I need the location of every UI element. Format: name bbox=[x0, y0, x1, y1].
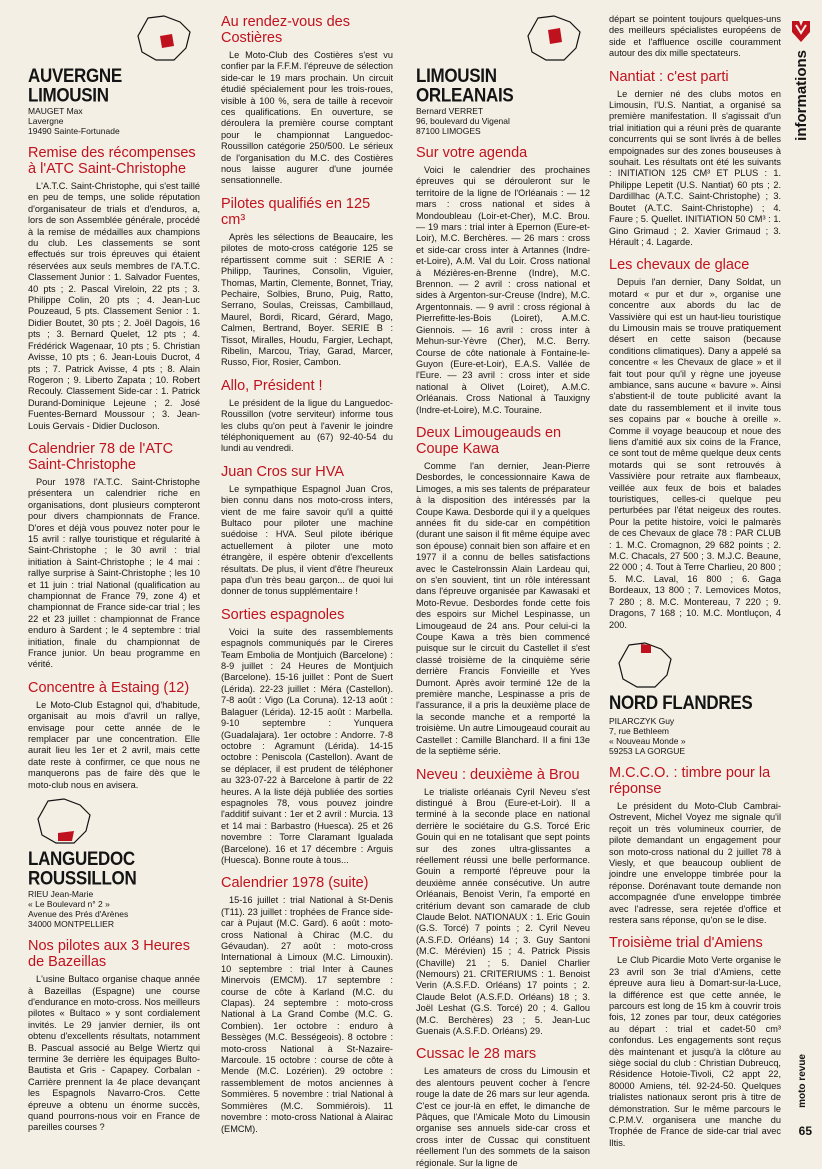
contact-line: 87100 LIMOGES bbox=[416, 126, 481, 136]
france-map-icon bbox=[128, 14, 200, 64]
region-title: LIMOUSIN ORLEANAIS bbox=[416, 64, 514, 107]
contact-line: 7, rue Bethleem bbox=[609, 725, 670, 736]
article-title: Concentre à Estaing (12) bbox=[28, 679, 190, 696]
article-title: Remise des récompenses à l'ATC Saint-Christophe bbox=[28, 145, 196, 177]
region-header-limousin-orleanais bbox=[416, 14, 590, 136]
article-body: Le trialiste orléanais Cyril Neveu s'est distingué à Brou (Eure-et-Loir). Il a terminé à la seconde place en national derrière le sociétaire du G.S. Torcé Eric Gouin qui en ne totalisant que sept points sur des zones ultra-glissantes a réellement réussi une belle performance. Gouin a remporté l'épreuve pour la deuxième année consécutive. Un autre Orléanais, Benoist Verin, l'a emporté en critérium devant son camarade de club Claude Belot. NATIONAUX : 1. Eric Gouin (G.S. Torcé) 7 points ; 2. Cyril Neveu (A.S.F.D. Orléans) 14 ; 3. Guy Santoni (M.C. Mérévien) 15 ; 4. Patrick Pissis (Chaville) 21 ; 5. Daniel Charlier (Nemours) 21. CRITERIUMS : 1. Benoist Verin (A.S.F.D. Orléans) 17 points ; 2. Claude Belot (A.S.F.D. Orléans) 18 ; 3. Joël Leshat (G.S. Torcé) 20 ; 4. Gallou (M.C. Berchères) 23 ; 5. Jean-Luc Guenais (A.S.F.D. Orléans) 29. bbox=[416, 786, 590, 1037]
column-4 bbox=[609, 14, 781, 1148]
section-sidebar bbox=[786, 18, 816, 198]
article-body: Le Moto-Club Estagnol qui, d'habitude, organisait au mois d'avril un rallye, envisage pour cette année de le remplacer par une concentration. Elle aurait lieu les 1er et 2 avril, mais cette date reste à confirmer, ce que nous ne manquerons pas de faire dès que le moto-club nous en avisera. bbox=[28, 699, 200, 790]
contact-line: RIEU Jean-Marie bbox=[28, 889, 94, 900]
contact-line: Avenue des Prés d'Arènes bbox=[28, 909, 129, 920]
region-title: AUVERGNE LIMOUSIN bbox=[28, 64, 122, 107]
france-map-icon bbox=[609, 641, 681, 691]
article-title: Juan Cros sur HVA bbox=[221, 463, 345, 480]
page-number: 65 bbox=[798, 1124, 812, 1138]
contact-line: 34000 MONTPELLIER bbox=[28, 919, 114, 930]
column-1 bbox=[28, 14, 200, 1140]
article-body: Le Moto-Club des Costières s'est vu confier par la F.F.M. l'épreuve de sélection side-car le 19 mars prochain. Un circuit étudié spécialement pour les trois-roues, visible à 100 %, sera de taille à recevoir ces qualifications. En ouverture, se déroulera la première course comptant pour le championnat Languedoc-Roussillon catégorie 250/500. Le sérieux de l'organisation du M.C. des Costières nous laisse augurer d'une journée sensationnelle. bbox=[221, 50, 393, 186]
article-body: Après les sélections de Beaucaire, les pilotes de moto-cross catégorie 125 se répartissent comme suit : SERIE A : Philipp, Taurines, Consolin, Viguier, Thomas, Martin, Clemente, Bonnet, Triay, Pechaire, Solbies, Bruno, Puig, Ratto, Serrano, Soulas, Creissas, Cambillaud, Maurel, Bordi, Ricard, Gérard, Mago, Calmen, Bertrand, Boyer. SERIE B : Tissot, Miralles, Houdu, Fargier, Lechapt, Ribelin, Marcou, Triay, Garad, Marcer, Russo, Fior, Rosier, Cambon. bbox=[221, 231, 393, 368]
article-title: Sorties espagnoles bbox=[221, 606, 345, 623]
france-map-icon bbox=[28, 797, 100, 847]
article-body-continued: départ se pointent toujours quelques-uns des meilleurs spécialistes européens de side et l'affluence oscille couramment autour des dix mille spectateurs. bbox=[609, 14, 781, 59]
column-3 bbox=[416, 14, 590, 1168]
article-title: M.C.C.O. : timbre pour la réponse bbox=[609, 764, 771, 797]
article-title: Au rendez-vous des Costières bbox=[221, 14, 350, 46]
article-title: Neveu : deuxième à Brou bbox=[416, 766, 580, 783]
magazine-logo-icon bbox=[789, 18, 813, 44]
region-title: LANGUEDOC ROUSSILLON bbox=[28, 847, 137, 890]
article-body: Le Club Picardie Moto Verte organise le 23 avril son 3e trial d'Amiens, cette épreuve aura lieu à Domart-sur-la-Luce, la différence est que cette année, le parcours est long de 15 km à couvrir trois fois, 12 zones par tour, deux catégories au départ : trial et cadet-50 cm³ confondus. Les engagements sont reçus dès maintenant et jusqu'à la clôture au siège social du club : Christian Dubreucq, Résidence Hotoie-Tivoli, C2 appt 22, 80000 Amiens, tél. 92-24-50. Quelques trialistes nationaux seront pris à titre de démonstration. Sur le même parcours le C.P.M.V. organisera une manche du Trophée de France de side-car trial avec Iltis. bbox=[609, 955, 781, 1148]
article-body: Les amateurs de cross du Limousin et des alentours peuvent cocher à l'encre rouge la date de 26 mars sur leur agenda. C'est ce jour-là en effet, le dimanche de Pâques, que l'Amicale Moto du Limousin organise ses annuels side-car cross et cross inter de Cussac qui constituent réellement l'un des sommets de la saison régionale. Sur la ligne de bbox=[416, 1066, 590, 1168]
article-title: Nantiat : c'est parti bbox=[609, 68, 729, 85]
article-title: Troisième trial d'Amiens bbox=[609, 935, 763, 952]
contact-line: 59253 LA GORGUE bbox=[609, 745, 686, 756]
article-title: Deux Limougeauds en Coupe Kawa bbox=[416, 424, 562, 457]
region-header-nord bbox=[609, 641, 781, 756]
article-body: Pour 1978 l'A.T.C. Saint-Christophe présentera un calendrier riche en organisations, dont plusieurs compteront pour divers championnats de France. D'ores et déjà vous pouvez noter pour le 15 avril : rallye touristique et régularité à Saint-Christophe ; le 30 avril : trial initiation à Saint-Christophe ; le 4 mai : rallye surprise à Saint-Christophe ; les 10 et 11 juin : trial National (qualification au championnat de France 79, zone 4) et championnat de France side-car trial ; les 22 et 23 juillet : championnat de France enduro à Sardent ; le 4 septembre : trial initiation, finale du championnat de France junior. Un beau programme en vérité. bbox=[28, 476, 200, 670]
article-body: Le président de la ligue du Languedoc-Roussillon (votre serviteur) informe tous les clubs qu'on peut à l'avenir le joindre téléphoniquement au (67) 92-40-54 du lundi au vendredi. bbox=[221, 397, 393, 454]
article-body: Comme l'an dernier, Jean-Pierre Desbordes, le concessionnaire Kawa de Limoges, a mis ses talents de préparateur à la disposition des intéressés par la Coupe Kawa. Desborde qui il y a quelques années fit du side-car en compétition (durant une saison il fit même équipe avec son épouse) connait bien son affaire et en 1977 il a connu de belles satisfactions avec le Castelronssin Alain Lardeau qui, on s'en souvient, tint un rôle intéressant dans l'épreuve organisée par Kawasaki et Moto-Revue. Desbordes fonde cette fois des espoirs sur Michel Lespinasse, un Limougeaud de 24 ans. Pour celui-ci la Coupe Kawa a très bien commencé puisque sur le circuit du Castellet il s'est classé troisième de la cinquième série derrière Francis Fonvieille et Yves Dumont. Après avoir terminé 12e de la première manche, Lespinasse a pris de l'assurance, il a pris la deuxième place de la seconde manche et a remporté la troisième. Un autre Limougeaud courait au Castellet : Camille Blanchard. Il a fini 13e de la septième série. bbox=[416, 460, 590, 757]
article-title: Nos pilotes aux 3 Heures de Bazeillas bbox=[28, 938, 190, 971]
contact-line: « Le Boulevard n° 2 » bbox=[28, 899, 110, 910]
article-body: Voici la suite des rassemblements espagnols communiqués par le Cireres Team Embolia de Montjuich (Barcelone) : 8-9 juillet : 24 Heures de Montjuich (Barcelone). 15-16 juillet : Pont de Suert (Lérida). 22-23 juillet : Méra (Castellon). 7-8 août : Vigo (La Coruna). 12-13 août : Balaguer (Lérida). 12-15 août : Marbella. 9-10 septembre : Yunquera (Guadalajara). 1er octobre : Andorre. 7-8 octobre : Agramunt (Lérida). 14-15 octobre : Peniscola (Castellon). Avant de se déplacer, il est prudent de téléphoner au 323-07-22 à Barcelone à partir de 22 heures. A la liste déjà publiée des sorties espagnoles 78, vous pouvez joindre l'additif suivant : 1er et 2 avril : Murcia. 13 et 14 mai : Barbastro (Huesca). 25 et 26 novembre : Torre Claramant Igualada (Barcelone). 16 et 17 décembre : Arguis (Huesca). Bonne route à tous... bbox=[221, 626, 393, 865]
article-body: Depuis l'an dernier, Dany Soldat, un motard « pur et dur », organise une concentre aux abords du lac de Vassivière qui est un haut-lieu touristique du Limousin mais se trouve pratiquement désert en cette saison (because conditions climatiques). Dany a appelé sa concentre « les Chevaux de glace » et il fait tout pour qu'il y règne une joyeuse ambiance, sans aucune « bavure ». Ainsi s'abstient-il de toute publicité avant la date du rassemblement et il invite tous ses copains par « bouche à oreille ». Comme il voyage beaucoup et noue des liens d'amitié aux six coins de la France, ce sont tout de même quelque deux cents motards qui se sont retrouvés à Vassivière pour retraite aux flambeaux, veillée aux feux de bois et balades touristiques, celles-ci quelque peu perturbées par l'état neigeux des routes. Pour la petite histoire, voici le palmarès de ces Chevaux de glace 78 : PAR CLUB : 1. M.C. Cromagnon, 29 682 points ; 2. M.C. Chacals, 27 500 ; 3. M.J.C. Beaune, 22 000 ; 4. Tout à Terre Charlieu, 20 800 ; 5. M.C. Laval, 16 800 ; 6. Gaga Bordeaux, 13 800 ; 7. Lemovices Motos, 7 280 ; 8. M.C. Montereau, 7 220 ; 9. Dragons, 7 168 ; 10. M.C. Montluçon, 4 200. bbox=[609, 277, 781, 630]
contact-line: Lavergne bbox=[28, 116, 64, 126]
contact-line: « Nouveau Monde » bbox=[609, 735, 686, 746]
article-body: Le président du Moto-Club Cambrai-Ostrevent, Michel Voyez me signale qu'il reçoit un très volumineux courrier, de pilote demandant un engagement pour son moto-cross national du 2 juillet 78 à Viesly, et que beaucoup oublient de joindre une enveloppe timbrée pour la réponse. Dorénavant toute demande non accompagnée d'une enveloppe timbrée avec l'adresse, sera rejetée d'office et restera sans réponse, qu'on se le dise. bbox=[609, 800, 781, 925]
article-title: Calendrier 78 de l'ATC Saint-Christophe bbox=[28, 440, 174, 473]
article-title: Pilotes qualifiés en 125 cm³ bbox=[221, 195, 371, 228]
section-label: informations bbox=[792, 50, 810, 141]
article-body: Le sympathique Espagnol Juan Cros, bien connu dans nos moto-cross inters, vient de me faire savoir qu'il a quitté Bultaco pour piloter une machine suédoise : HVA. Seul pilote ibérique actuellement à piloter une moto étrangère, il espère obtenir d'excellents résultats. De plus, il vient d'être l'heureux papa d'un très beau garçon... de quoi lui donner de tonus supplémentaire ! bbox=[221, 483, 393, 597]
contact-line: 96, boulevard du Vigenal bbox=[416, 116, 510, 126]
article-title: Calendrier 1978 (suite) bbox=[221, 875, 369, 892]
contact-line: 19490 Sainte-Fortunade bbox=[28, 126, 120, 136]
article-title: Sur votre agenda bbox=[416, 145, 528, 161]
magazine-brand: moto revue bbox=[797, 1054, 808, 1108]
region-header-languedoc bbox=[28, 797, 200, 929]
article-title: Allo, Président ! bbox=[221, 377, 323, 394]
contact-line: MAUGET Max bbox=[28, 106, 83, 116]
article-body: Le dernier né des clubs motos en Limousin, l'U.S. Nantiat, a organisé sa première manifestation. Il s'agissait d'un trial initiation qui a réuni près de quarante concurrents qui se sont livrés à de belles empoignades sur des zones bouseuses à souhait. Les résultats ont été les suivants : INITIATION 125 CM³ ET PLUS : 1. Philippe Lepetit (U.S. Nantiat) 60 pts ; 2. Dardillhac (A.T.C. Saint-Christophe) ; 3. Boutet (A.T.C. Saint-Christophe) ; 4. Faure ; 5. Quellet. INITIATION 50 CM³ : 1. Gino Grimaud ; 2. Xavier Grimaud ; 3. Hérault ; 4. Lagarde. bbox=[609, 88, 781, 247]
region-title: NORD FLANDRES bbox=[609, 691, 753, 714]
column-2 bbox=[221, 14, 393, 1140]
article-title: Cussac le 28 mars bbox=[416, 1046, 537, 1063]
article-body: 15-16 juillet : trial National à St-Denis (T11). 23 juillet : trophées de France side-car à Pujaut (M.C. Gard). 6 août : moto-cross National à Chirac (M.C. du Gévaudan). 27 août : moto-cross International à Limoux (M.C. Limouxin). 10 septembre : trial Inter à Caunes Minervois (EMCM). 17 septembre : course de côte à Karland (M.C. du Clapas). 24 septembre : moto-cross National à La Grand Combe (M.C. G. Combien). 1er octobre : enduro à Bessèges (M.C. Bességeois). 8 octobre : moto-cross National à St-Nazaire-Marcoule. 15 octobre : course de côte à Mende (M.C. Lozérien). 29 octobre : rassemblement de motos anciennes à Sommières. 5 novembre : trial National à Sommières (M.C. Sommiérois). 11 novembre : moto-cross National à Alairac (EMCM). bbox=[221, 895, 393, 1134]
contact-line: PILARCZYK Guy bbox=[609, 715, 675, 726]
article-body: L'usine Bultaco organise chaque année à Bazeillas (Espagne) une course d'endurance en moto-cross. Nos meilleurs pilotes « Bultaco » y sont cordialement invités. Le 29 janvier dernier, ils ont obtenu d'excellents résultats, notamment B. Pascual associé au Belge Wiertz qui termine 3e derrière les équipages Bulto-Bautista et Gris - Capapey. Corbalan - Carrière prennent la 4e place devançant les Espagnols Navarro-Cros. Cette épreuve a obtenu un énorme succès, quand pourrons-nous voir en France de pareilles courses ? bbox=[28, 974, 200, 1133]
contact-line: Bernard VERRET bbox=[416, 106, 484, 116]
france-map-icon bbox=[518, 14, 590, 64]
region-header-auvergne bbox=[28, 14, 200, 136]
article-title: Les chevaux de glace bbox=[609, 257, 750, 274]
article-body: Voici le calendrier des prochaines épreuves qui se dérouleront sur le territoire de la ligne de l'Orléanais : — 12 mars : cross national et sides à Mondoubleau (Loir-et-Cher), M.C. Brou. — 19 mars : trial inter à Epernon (Eure-et-Loir), M.C. Berchères. — 26 mars : cross et side-car cross inter à Artannes (Indre-et-Loire), A.M. Val du Loir. Cross national à Mézières-en-Brenne (Indre), M.C. Brennon. — 2 avril : cross national et sides à Argenton-sur-Creuse (Indre), M.C. Argentonnais. — 9 avril : cross régional à Pierrefitte-les-Bois (Loiret), A.M.C. Giennois. — 16 avril : cross inter à Mehun-sur-Yèvre (Cher), M.C. Berry. Course de côte nationale à Fontaine-le-Guyon (Eure-et-Loir), E.A.S. Vallée de l'Eure. — 23 avril : cross inter et side national à Olivet (Loiret), A.M.C. Orléanais. Cross National à Tauxigny (Indre-et-Loire), M.C. Touraine. bbox=[416, 165, 590, 415]
article-body: L'A.T.C. Saint-Christophe, qui s'est taillé en peu de temps, une solide réputation d'organisateur de trials et d'enduros, a, lors de son Assemblée générale, procédé à la remise de médailles aux champions du club. Les classements se sont effectués sur trois épreuves qui étaient réservées aux seuls membres de l'A.T.C. Classement Junior : 1. Salvador Fuentes, 40 pts ; 2. Pascal Vireloin, 22 pts ; 3. Philippe Colin, 20 pts ; 4. Jean-Luc Pouzeaud, 5 pts. Classement Senior : 1. Didier Boutet, 30 pts ; 2. Joël Dagois, 16 pts ; 3. Bernard Quelet, 12 pts ; 4. Frédérick Wagenaar, 10 pts ; 5. Christian Avisse, 10 pts ; 6. Jean-Louis Ducrot, 4 pts ; 7. Patrick Avisse, 4 pts ; 8. Alain Rogeron ; 9. Liberto Zapata ; 10. Robert Recouly. Classement Side-car : 1. Patrick Durand-Dominique Lejeune ; 2. José Fuentes-Bernard Moussour ; 3. Jean-Louis Gervais - Didier Ducloson. bbox=[28, 181, 200, 431]
